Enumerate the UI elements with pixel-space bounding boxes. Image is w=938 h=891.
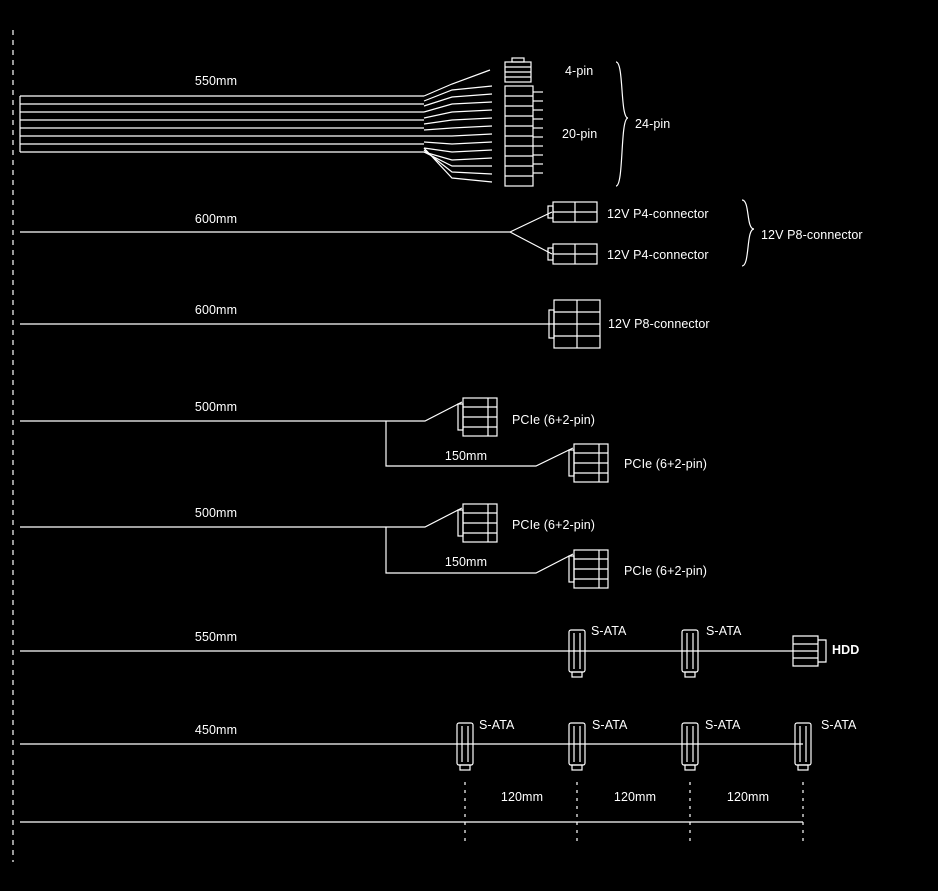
connector-p4-lower-tab	[548, 248, 553, 260]
atx-fanout	[424, 86, 492, 101]
connector-label-pcie-1b: PCIe (6+2-pin)	[624, 457, 708, 471]
connector-pcie-2a-tab	[458, 510, 463, 536]
connector-label-sata-a: S-ATA	[591, 624, 627, 638]
spacing-label-1: 120mm	[500, 790, 544, 804]
atx-fanout	[424, 148, 492, 152]
connector-sata-2-foot	[572, 765, 582, 770]
connector-label-p4-lower: 12V P4-connector	[607, 248, 709, 262]
connector-pcie-2b-tab	[569, 556, 574, 582]
connector-label-hdd: HDD	[832, 643, 860, 657]
p4-branch-upper	[510, 212, 552, 232]
length-label-pcie1: 500mm	[194, 400, 238, 414]
connector-sata-4-foot	[798, 765, 808, 770]
atx-fanout	[424, 110, 492, 118]
connector-label-sata-3: S-ATA	[705, 718, 741, 732]
length-label-pcie2: 500mm	[194, 506, 238, 520]
connector-label-p8: 12V P8-connector	[608, 317, 710, 331]
connector-label-20pin: 20-pin	[562, 127, 598, 141]
connector-hdd-nose	[818, 640, 826, 662]
brace-24pin	[616, 62, 628, 186]
atx-fanout	[424, 126, 492, 130]
connector-sata-3-foot	[685, 765, 695, 770]
connector-label-sata-2: S-ATA	[592, 718, 628, 732]
atx-fanout	[424, 142, 492, 144]
atx-fanout	[424, 70, 490, 96]
atx-fanout	[424, 150, 492, 174]
connector-label-p4-upper: 12V P4-connector	[607, 207, 709, 221]
connector-sata-b-foot	[685, 672, 695, 677]
connector-label-sata-1: S-ATA	[479, 718, 515, 732]
length-label-sata4: 450mm	[194, 723, 238, 737]
length-label-p4: 600mm	[194, 212, 238, 226]
branch-label-pcie1: 150mm	[444, 449, 488, 463]
pcie2-branch-a	[386, 508, 462, 527]
spacing-label-2: 120mm	[613, 790, 657, 804]
connector-label-pcie-2a: PCIe (6+2-pin)	[512, 518, 596, 532]
atx-fanout	[424, 148, 492, 182]
connector-4pin-latch	[512, 58, 524, 62]
connector-label-sata-4: S-ATA	[821, 718, 857, 732]
connector-label-pcie-2b: PCIe (6+2-pin)	[624, 564, 708, 578]
connector-label-pcie-1a: PCIe (6+2-pin)	[512, 413, 596, 427]
atx-fanout	[424, 134, 492, 136]
spacing-label-3: 120mm	[726, 790, 770, 804]
pcie1-branch-a	[386, 402, 462, 421]
connector-sata-1-foot	[460, 765, 470, 770]
connector-label-4pin: 4-pin	[565, 64, 594, 78]
atx-fanout	[424, 118, 492, 124]
length-label-atx: 550mm	[194, 74, 238, 88]
connector-label-sata-b: S-ATA	[706, 624, 742, 638]
connector-pcie-1a-tab	[458, 404, 463, 430]
connector-sata-a-foot	[572, 672, 582, 677]
connector-pcie-1b-tab	[569, 450, 574, 476]
length-label-p8: 600mm	[194, 303, 238, 317]
brace-p8	[742, 200, 754, 266]
branch-label-pcie2: 150mm	[444, 555, 488, 569]
connector-label-24pin: 24-pin	[635, 117, 671, 131]
connector-label-p8-brace: 12V P8-connector	[761, 228, 863, 242]
length-label-sata-hdd: 550mm	[194, 630, 238, 644]
connector-p4-upper-tab	[548, 206, 553, 218]
p4-branch-lower	[510, 232, 552, 254]
